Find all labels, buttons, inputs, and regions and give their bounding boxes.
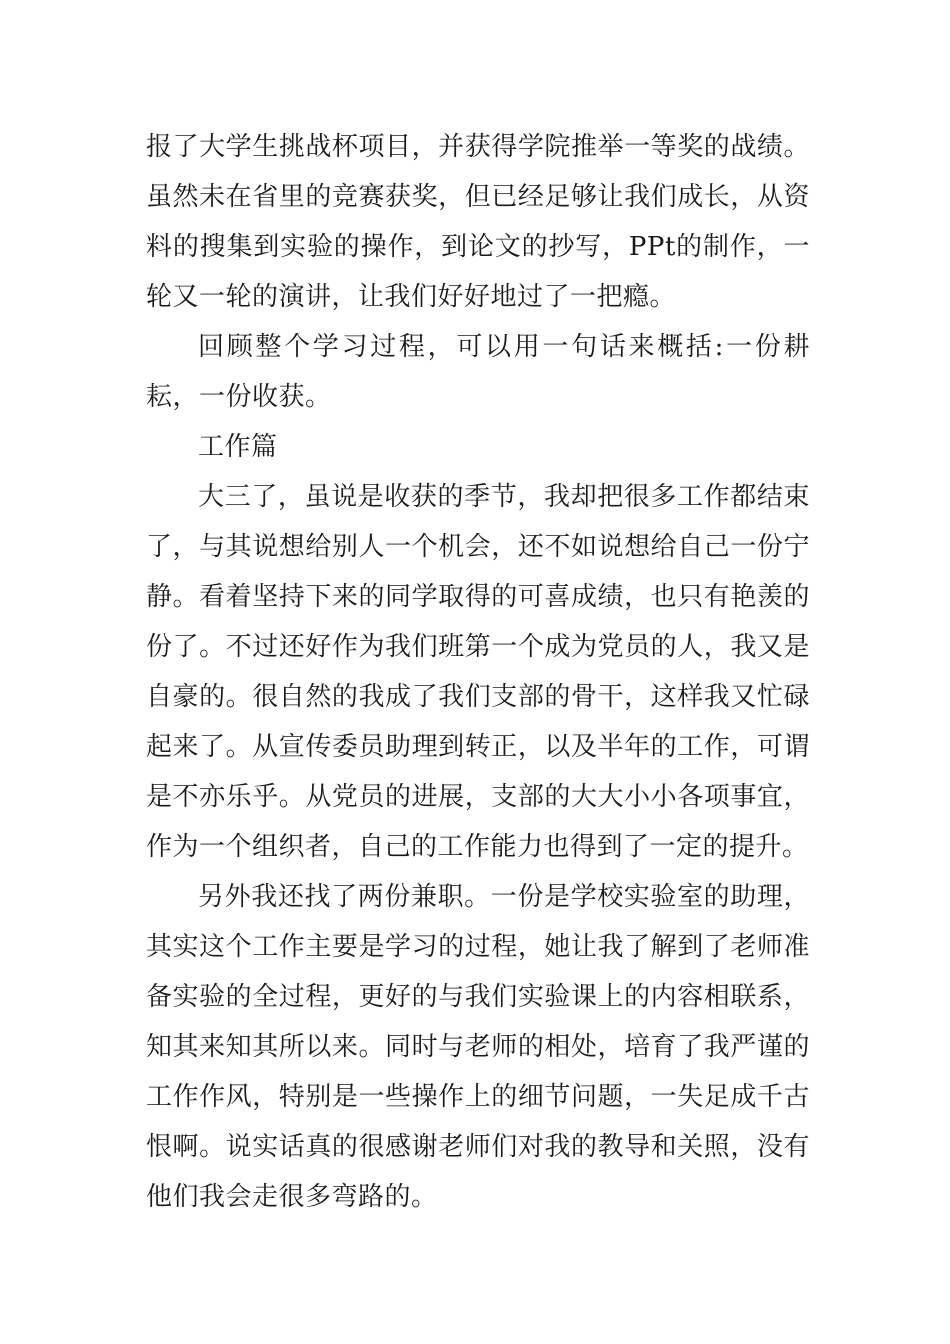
paragraph-3: 大三了，虽说是收获的季节，我却把很多工作都结束了，与其说想给别人一个机会，还不如说想给自己一份宁静。看着坚持下来的同学取得的可喜成绩，也只有艳羡的份了。不过还好作为我们班第一个成为党员的人，我又是自豪的。很自然的我成了我们支部的骨干，这样我又忙碌起来了。从宣传委员助理到转正，以及半年的工作，可谓是不亦乐乎。从党员的进展，支部的大大小小各项事宜，作为一个组织者，自己的工作能力也得到了一定的提升。	[146, 482, 810, 862]
paragraph-2: 回顾整个学习过程，可以用一句话来概括:一份耕耘，一份收获。	[146, 332, 810, 412]
paragraph-4: 另外我还找了两份兼职。一份是学校实验室的助理，其实这个工作主要是学习的过程，她让我了解到了老师准备实验的全过程，更好的与我们实验课上的内容相联系，知其来知其所以来。同时与老师的相处，培育了我严谨的工作作风，特别是一些操作上的细节问题，一失足成千古恨啊。说实话真的很感谢老师们对我的教导和关照，没有他们我会走很多弯路的。	[146, 882, 810, 1212]
document-body	[146, 122, 810, 1222]
paragraph-1: 报了大学生挑战杯项目，并获得学院推举一等奖的战绩。虽然未在省里的竞赛获奖，但已经足够让我们成长，从资料的搜集到实验的操作，到论文的抄写，PPt的制作，一轮又一轮的演讲，让我们好好地过了一把瘾。	[146, 132, 810, 312]
section-heading-work: 工作篇	[198, 432, 278, 462]
